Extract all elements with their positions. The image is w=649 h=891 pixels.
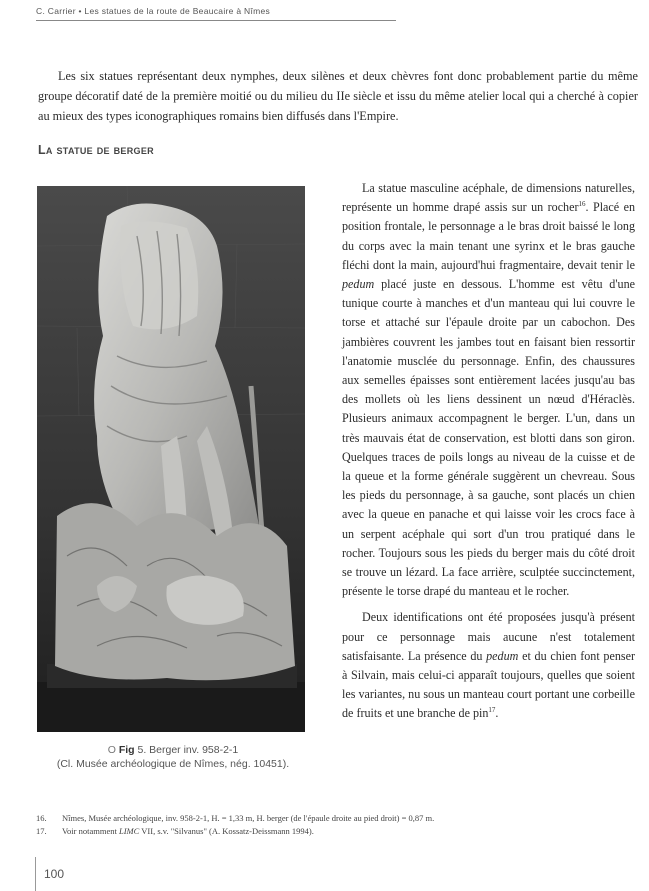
figure-text: 5. Berger inv. 958-2-1 bbox=[137, 744, 239, 756]
body-emphasis: pedum bbox=[342, 277, 375, 292]
footnote-text bbox=[62, 825, 314, 838]
statue-photograph bbox=[37, 186, 305, 732]
figure-label: Fig bbox=[118, 744, 135, 756]
body-emphasis: pedum bbox=[486, 648, 519, 663]
body-text: . bbox=[495, 706, 499, 721]
body-paragraph-2 bbox=[342, 608, 635, 723]
body-paragraph-1 bbox=[342, 179, 635, 601]
body-text: placé juste en dessous. L'homme est vêtu d'une tunique courte à manches et d'un manteau qui lui couvre le torse et attaché sur l'épaule droite par un cabochon. Des jambières couvrent les jambes tout en faisant bien ressortir l'anatomie musclée du personnage. Enfin, des chaussures aux semelles épaisses sont entièrement lacées jusqu'au bas des mollets où les liens dessinent un nœud d'Héraclès. Plusieurs animaux accompagnent le berger. L'un, dans un très mauvais état de conservation, est blotti dans son giron. Quelques traces de poils longs au niveau de la cuisse et de la queue et la forme générale suggèrent un chevreau. Sous les pieds du personnage, à sa gauche, sont placés un chien avec la queue en panache et qui laisse voir les crocs face à un serpent acéphale qui sort d'un trou pratiqué dans le rocher. Toujours sous les pieds du berger mais du côté droit se trouve un lézard. La face arrière, sculptée succinctement, présente le torse drapé du manteau et le rocher. bbox=[342, 277, 635, 599]
footnotes bbox=[36, 812, 636, 838]
footnote-emphasis: LIMC bbox=[118, 826, 140, 836]
page-number-bar bbox=[35, 857, 36, 891]
intro-paragraph: Les six statues représentant deux nymphes, deux silènes et deux chèvres font donc probablement partie du même groupe décoratif daté de la première moitié ou du milieu du IIe siècle et issu du même atelier local qui a cherché à copier au mieux des types iconographiques romains bien diffusés dans l'Empire. bbox=[38, 69, 638, 123]
section-title: La statue de berger bbox=[38, 143, 154, 157]
header-rule bbox=[36, 20, 396, 21]
body-column bbox=[342, 179, 635, 724]
footnote-ref-17[interactable]: 17 bbox=[488, 706, 496, 715]
footnote-text: Nîmes, Musée archéologique, inv. 958-2-1, H. = 1,33 m, H. berger (de l'épaule droite au pied droit) = 0,87 m. bbox=[62, 813, 435, 823]
footnote-16 bbox=[36, 812, 636, 825]
intro-section bbox=[38, 66, 638, 126]
figure-credit: (Cl. Musée archéologique de Nîmes, nég. 10451). bbox=[56, 758, 290, 770]
caption-line bbox=[37, 743, 309, 757]
footnote-text-part: Voir notamment bbox=[62, 826, 119, 836]
footnote-17 bbox=[36, 825, 636, 838]
footnote-number: 16. bbox=[36, 813, 47, 823]
figure-caption bbox=[37, 743, 309, 771]
footnote-number: 17. bbox=[36, 826, 47, 836]
figure-marker: O bbox=[107, 744, 116, 756]
footnote-text-part: VII, s.v. "Silvanus" (A. Kossatz-Deissmann 1994). bbox=[139, 826, 314, 836]
body-text: et du chien font penser à Silvain, mais celui-ci apparaît toujours, quelles que soient les variantes, nu sous un manteau court portant une corbeille de fruits et une branche de pin bbox=[342, 648, 635, 721]
body-text: . Placé en position frontale, le personnage a le bras droit baissé le long du corps avec la main tenant une syrinx et le bras gauche fléchi dont la main, aujourd'hui fragmentaire, devait tenir le bbox=[342, 200, 635, 272]
page-number: 100 bbox=[44, 867, 65, 881]
footnote-ref-16[interactable]: 16 bbox=[578, 200, 586, 209]
body-text: Deux identifications ont été proposées jusqu'à présent pour ce personnage mais aucune n'est totalement satisfaisante. La présence du bbox=[342, 610, 635, 663]
running-head: C. Carrier • Les statues de la route de Beaucaire à Nîmes bbox=[36, 6, 271, 16]
body-text: La statue masculine acéphale, de dimensions naturelles, représente un homme drapé assis sur un rocher bbox=[342, 181, 635, 215]
